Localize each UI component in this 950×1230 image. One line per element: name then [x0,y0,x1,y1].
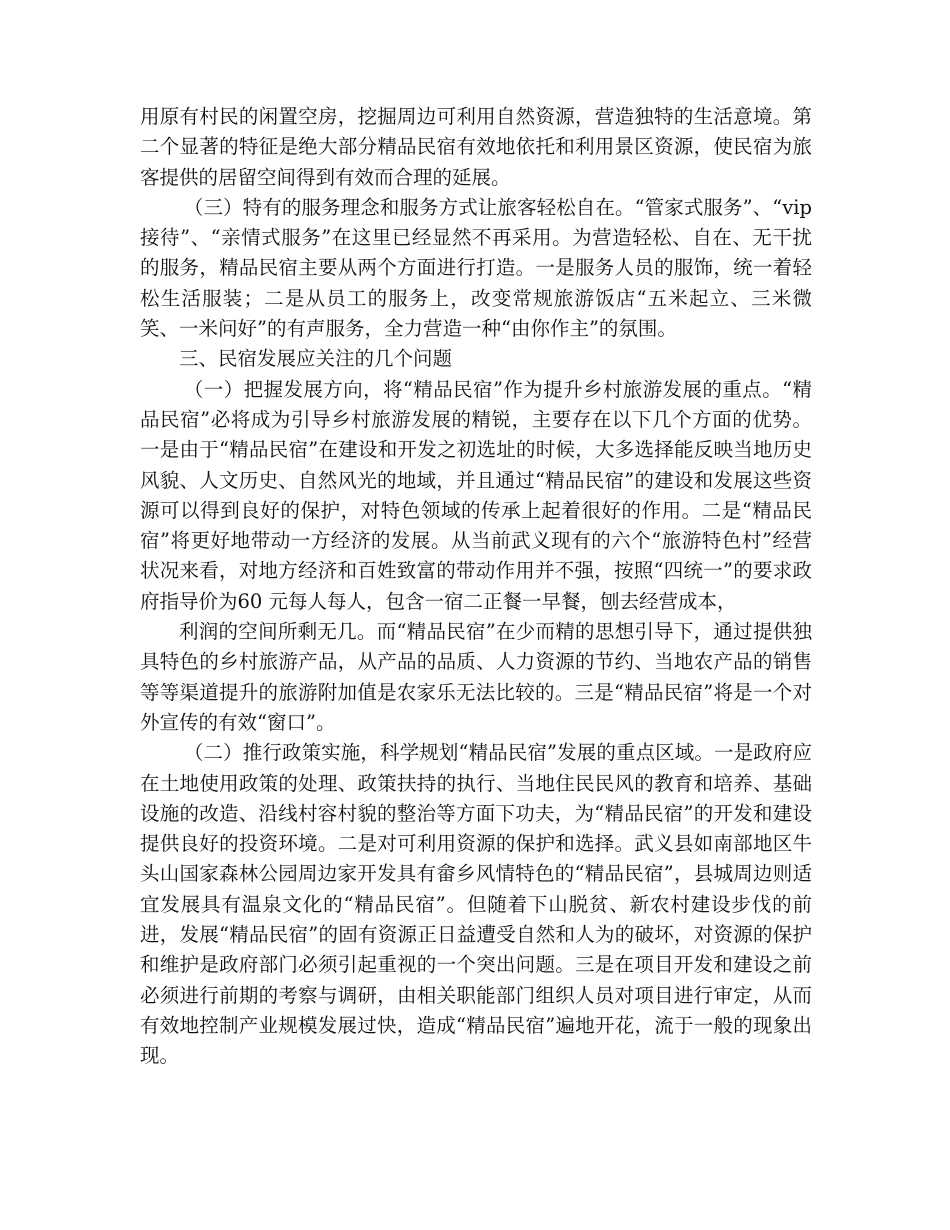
paragraph-policy-implementation: （二）推行政策实施，科学规划“精品民宿”发展的重点区域。一是政府应在土地使用政策的处理、政策扶持的执行、当地住民民风的教育和培养、基础设施的改造、沿线村容村貌的整治等方面下功夫，为“精品民宿”的开发和建设提供良好的投资环境。二是对可利用资源的保护和选择。武义县如南部地区牛头山国家森林公园周边家开发具有畲乡风情特色的“精品民宿”，县城周边则适宜发展具有温泉文化的“精品民宿”。但随着下山脱贫、新农村建设步伐的前进，发展“精品民宿”的固有资源正日益遭受自然和人为的破坏，对资源的保护和维护是政府部门必须引起重视的一个突出问题。三是在项目开发和建设之前必须进行前期的考察与调研，由相关职能部门组织人员对项目进行审定，从而有效地控制产业规模发展过快，造成“精品民宿”遍地开花，流于一般的现象出现。 [140,741,812,1068]
document-body [140,102,812,1072]
paragraph-development-direction: （一）把握发展方向，将“精品民宿”作为提升乡村旅游发展的重点。“精品民宿”必将成为引导乡村旅游发展的精锐，主要存在以下几个方面的优势。一是由于“精品民宿”在建设和开发之初选址的时候，大多选择能反映当地历史风貌、人文历史、自然风光的地域，并且通过“精品民宿”的建设和发展这些资源可以得到良好的保护，对特色领域的传承上起着很好的作用。二是“精品民宿”将更好地带动一方经济的发展。从当前武义现有的六个“旅游特色村”经营状况来看，对地方经济和百姓致富的带动作用并不强，按照“四统一”的要求政府指导价为60 元每人每人，包含一宿二正餐一早餐，刨去经营成本， [140,377,812,613]
section-heading: 三、民宿发展应关注的几个问题 [179,347,453,371]
paragraph-profit-space: 利润的空间所剩无几。而“精品民宿”在少而精的思想引导下，通过提供独具特色的乡村旅游产品，从产品的品质、人力资源的节约、当地农产品的销售等等渠道提升的旅游附加值是农家乐无法比较的。三是“精品民宿”将是一个对外宣传的有效“窗口”。 [140,620,812,734]
paragraph-service-philosophy: （三）特有的服务理念和服务方式让旅客轻松自在。“管家式服务”、“vip 接待”、“亲情式服务”在这里已经显然不再采用。为营造轻松、自在、无干扰的服务，精品民宿主要从两个方面进行打造。一是服务人员的服饰，统一着轻松生活服装；二是从员工的服务上，改变常规旅游饭店“五米起立、三米微笑、一米问好”的有声服务，全力营造一种“由你作主”的氛围。 [140,195,812,341]
paragraph-continuation: 用原有村民的闲置空房，挖掘周边可利用自然资源，营造独特的生活意境。第二个显著的特征是绝大部分精品民宿有效地依托和利用景区资源，使民宿为旅客提供的居留空间得到有效而合理的延展。 [140,105,812,189]
